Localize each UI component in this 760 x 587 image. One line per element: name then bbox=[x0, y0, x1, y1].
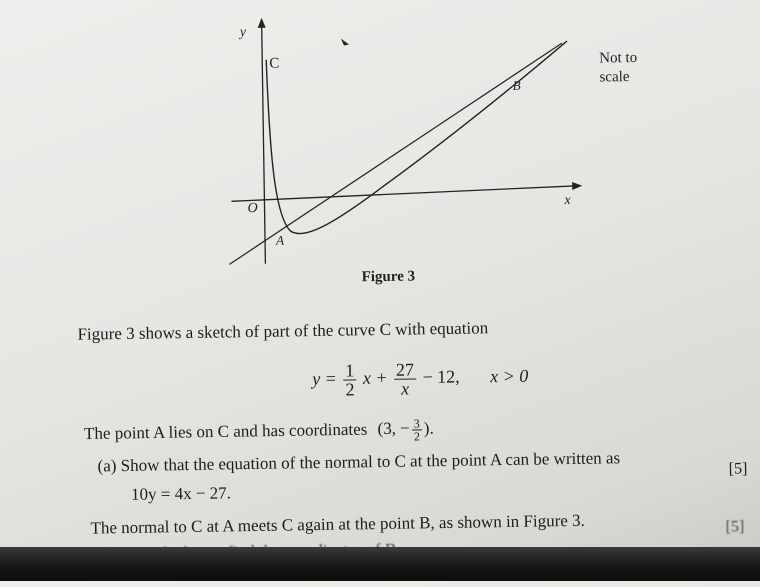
coord-frac-den: 2 bbox=[413, 429, 421, 444]
y-axis-arrow-icon bbox=[258, 18, 266, 28]
point-a-coords-open: (3, − bbox=[377, 418, 410, 439]
coord-frac-num: 3 bbox=[413, 416, 420, 431]
part-a-question: (a) Show that the equation of the normal to C at the point A can be written as bbox=[97, 448, 621, 476]
normal-line bbox=[226, 43, 565, 264]
x-axis bbox=[231, 186, 574, 201]
point-a-text: The point A lies on C and has coordinates bbox=[83, 419, 368, 444]
curve-equation bbox=[312, 359, 529, 399]
y-axis bbox=[262, 24, 266, 264]
eq-frac1-num: 1 bbox=[345, 360, 355, 381]
eq-term1: x + bbox=[362, 367, 388, 388]
origin-label: O bbox=[247, 200, 258, 217]
x-axis-arrow-icon bbox=[572, 182, 582, 190]
point-a-label: A bbox=[275, 232, 285, 248]
dark-bottom-edge bbox=[0, 547, 760, 581]
eq-tail: − 12, bbox=[422, 366, 460, 387]
eq-frac1-den: 2 bbox=[345, 379, 355, 400]
curve-c-label: C bbox=[269, 55, 280, 72]
normal-meets-statement: The normal to C at A meets C again at the point B, as shown in Figure 3. bbox=[90, 510, 585, 538]
cursor-icon bbox=[341, 38, 349, 45]
figure-caption: Figure 3 bbox=[361, 268, 416, 286]
eq-condition: x > 0 bbox=[489, 365, 529, 386]
not-to-scale-line2: scale bbox=[599, 69, 630, 86]
not-to-scale-line1: Not to bbox=[599, 49, 638, 67]
eq-fraction-half bbox=[343, 361, 357, 398]
eq-frac2-den: x bbox=[401, 378, 410, 399]
point-b-label: B bbox=[512, 77, 521, 93]
eq-lhs: y = bbox=[312, 368, 338, 389]
intro-text: Figure 3 shows a sketch of part of the curve C with equation bbox=[77, 318, 489, 344]
part-a-equation: 10y = 4x − 27. bbox=[130, 483, 232, 504]
eq-fraction-27-over-x bbox=[394, 360, 417, 397]
x-axis-label: x bbox=[564, 192, 571, 209]
y-axis-label: y bbox=[239, 25, 247, 41]
point-a-coords-close: ). bbox=[423, 418, 434, 438]
part-a-marks: [5] bbox=[728, 460, 748, 478]
point-a-statement bbox=[84, 417, 434, 447]
curve-c bbox=[266, 41, 570, 234]
point-a-coord-fraction bbox=[412, 417, 422, 442]
part-b-marks: [5] bbox=[725, 518, 745, 536]
eq-frac2-num: 27 bbox=[395, 359, 415, 380]
